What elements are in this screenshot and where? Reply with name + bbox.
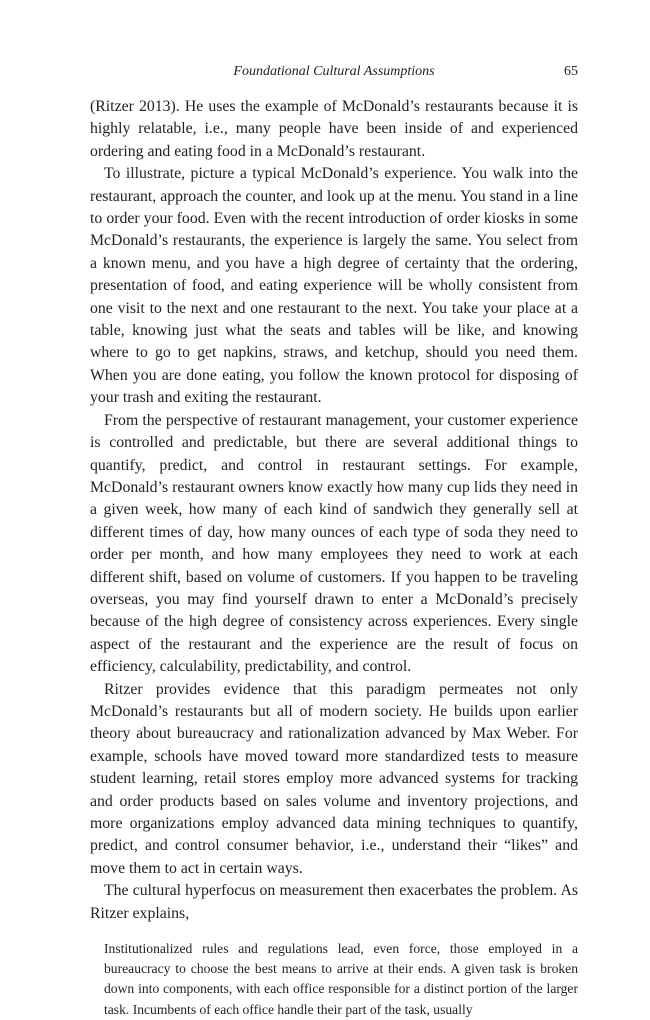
block-quote-text: Institutionalized rules and regulations lead, even force, those employed in a bureaucracy to choose the best means to arrive at their ends. A given task is broken down into components, with each office responsible for a distinct portion of the larger task. Incumbents of each office handle their part of the task, usually: [104, 941, 578, 1017]
paragraph-1: (Ritzer 2013). He uses the example of McDonald’s restaurants because it is highly relatable, i.e., many people have been inside of and experienced ordering and eating food in a McDonald’s restaurant.: [90, 98, 578, 160]
block-quote: [104, 939, 578, 1020]
running-title: Foundational Cultural Assumptions: [233, 64, 435, 79]
page-number: 65: [564, 64, 578, 79]
body-text: [90, 96, 578, 925]
paragraph-2: To illustrate, picture a typical McDonald’s experience. You walk into the restaurant, approach the counter, and look up at the menu. You stand in a line to order your food. Even with the recent introduction of order kiosks in some McDonald’s restaurants, the experience is largely the same. You select from a known menu, and you have a high degree of certainty that the ordering, presentation of food, and eating experience will be wholly consistent from one visit to the next and one restaurant to the next. You take your place at a table, knowing just what the seats and tables will be like, and knowing where to go to get napkins, straws, and ketchup, should you need them. When you are done eating, you follow the known protocol for disposing of your trash and exiting the restaurant.: [90, 165, 578, 407]
running-header: [90, 64, 578, 86]
book-page: [90, 64, 578, 1020]
paragraph-3: From the perspective of restaurant management, your customer experience is controlled and predictable, but there are several additional things to quantify, predict, and control in restaurant settings. For example, McDonald’s restaurant owners know exactly how many cup lids they need in a given week, how many of each kind of sandwich they generally sell at different times of day, how many ounces of each type of soda they need to order per month, and how many employees they need to work at each different shift, based on volume of customers. If you happen to be traveling overseas, you may find yourself drawn to enter a McDonald’s precisely because of the high degree of consistency across experiences. Every single aspect of the restaurant and the experience are the result of focus on efficiency, calculability, predictability, and control.: [90, 411, 578, 676]
paragraph-4: Ritzer provides evidence that this paradigm permeates not only McDonald’s restaurants but all of modern society. He builds upon earlier theory about bureaucracy and rationalization advanced by Max Weber. For example, schools have moved toward more standardized tests to measure student learning, retail stores employ more advanced systems for tracking and order products based on sales volume and inventory projections, and more organizations employ advanced data mining techniques to quantify, predict, and control consumer behavior, i.e., understand their “likes” and move them to act in certain ways.: [90, 680, 578, 877]
paragraph-5: The cultural hyperfocus on measurement then exacerbates the problem. As Ritzer explains,: [90, 882, 578, 922]
